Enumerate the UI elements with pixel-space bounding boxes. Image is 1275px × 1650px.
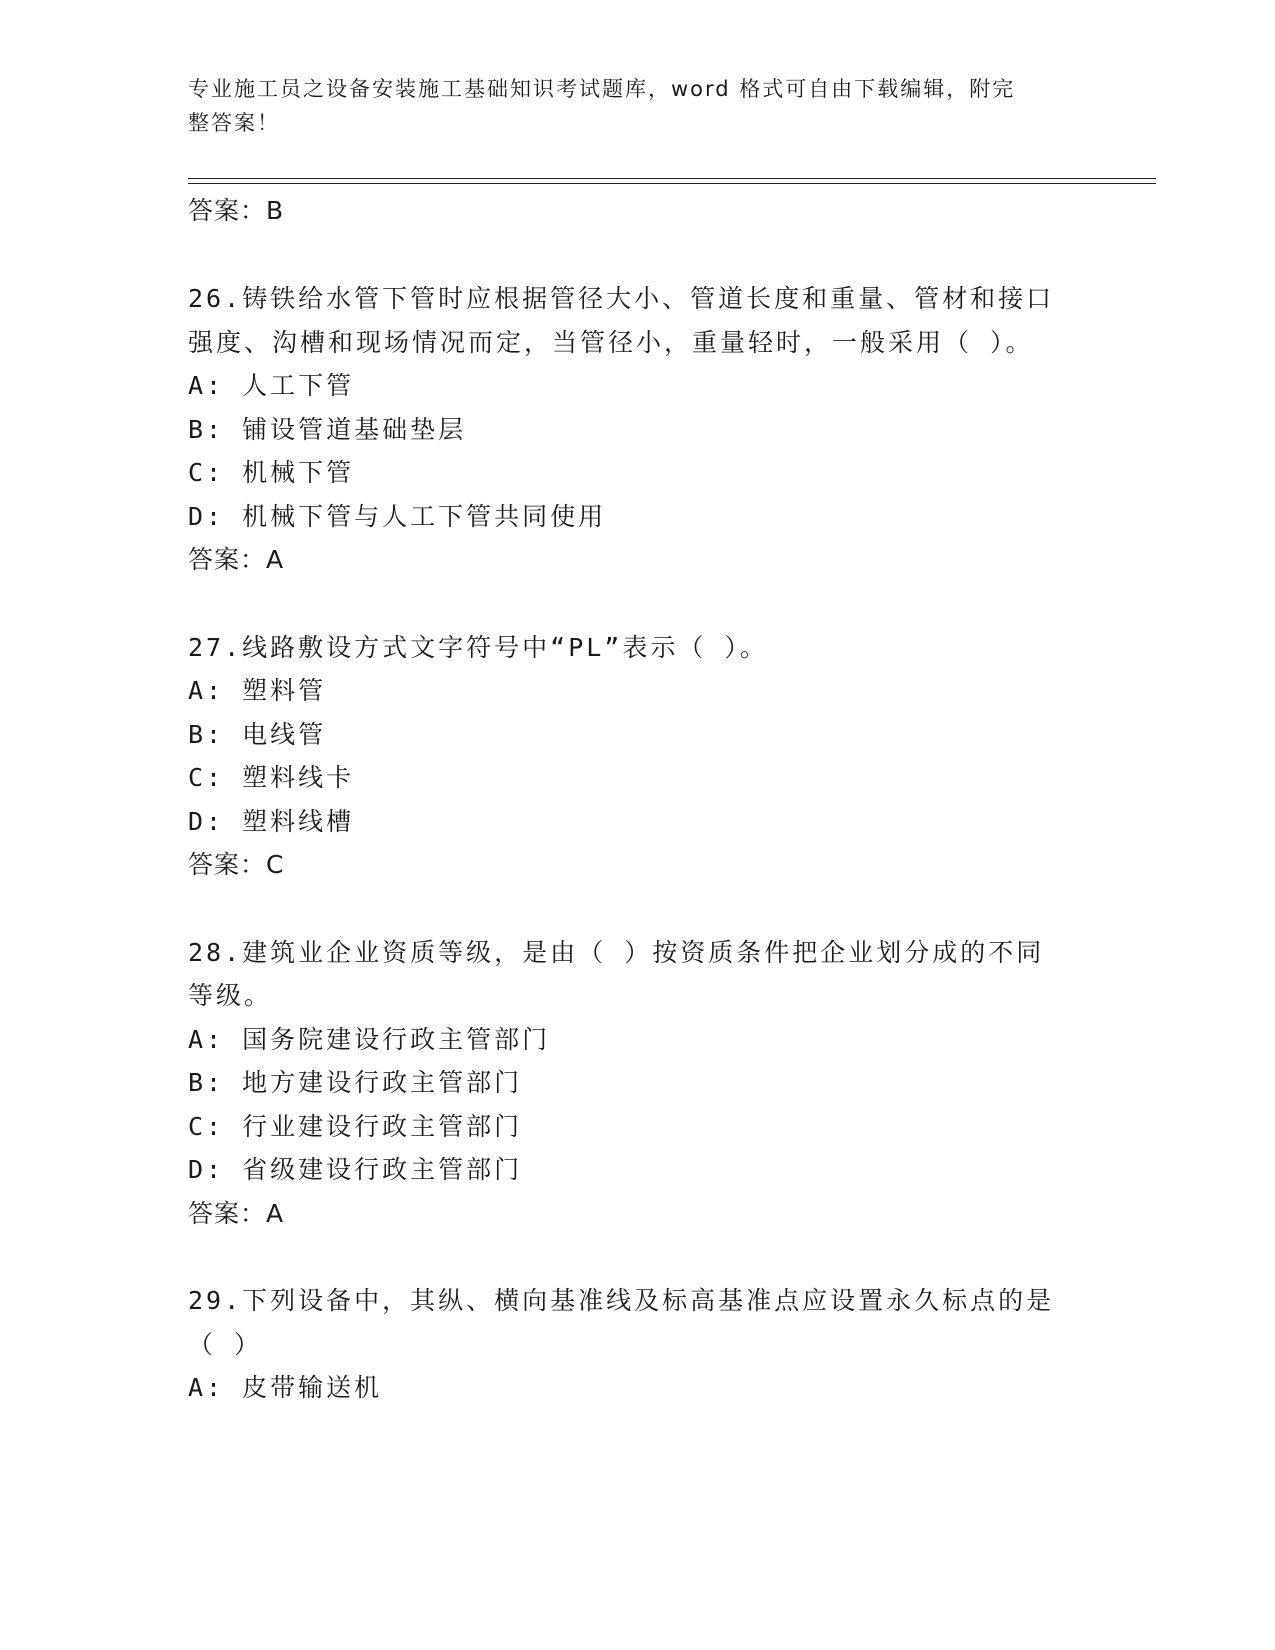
question-29-option-a: A: 皮带输送机	[188, 1373, 383, 1402]
question-27-option-a: A: 塑料管	[188, 676, 327, 705]
question-28-option-d: D: 省级建设行政主管部门	[188, 1155, 523, 1184]
question-27-option-d: D: 塑料线槽	[188, 807, 355, 836]
document-header	[188, 72, 1068, 140]
question-26-option-b: B: 铺设管道基础垫层	[188, 415, 467, 444]
header-divider-top	[188, 178, 1156, 179]
question-26-option-d: D: 机械下管与人工下管共同使用	[188, 502, 607, 531]
question-28-option-a: A: 国务院建设行政主管部门	[188, 1025, 551, 1054]
answer-q28: 答案：A	[188, 1199, 285, 1228]
question-27-text-line-1: 27.线路敷设方式文字符号中“PL”表示（ ）。	[188, 633, 768, 662]
question-28-text-line-1: 28.建筑业企业资质等级，是由（ ）按资质条件把企业划分成的不同	[188, 938, 1045, 967]
question-28-option-b: B: 地方建设行政主管部门	[188, 1068, 523, 1097]
question-27-option-b: B: 电线管	[188, 720, 327, 749]
answer-q27: 答案：C	[188, 850, 285, 879]
header-line-1: 专业施工员之设备安装施工基础知识考试题库，word 格式可自由下载编辑，附完	[188, 77, 1016, 101]
question-29-text-line-2: （ ）	[188, 1330, 263, 1359]
question-28-text-line-2: 等级。	[188, 981, 273, 1010]
question-29-text-line-1: 29.下列设备中，其纵、横向基准线及标高基准点应设置永久标点的是	[188, 1286, 1055, 1315]
answer-q26: 答案：A	[188, 545, 285, 574]
question-26-text-line-2: 强度、沟槽和现场情况而定，当管径小，重量轻时，一般采用（ ）。	[188, 328, 1034, 357]
question-26-option-c: C: 机械下管	[188, 458, 355, 487]
header-line-2: 整答案！	[188, 111, 280, 135]
question-26-text-line-1: 26.铸铁给水管下管时应根据管径大小、管道长度和重量、管材和接口	[188, 284, 1055, 313]
question-27-option-c: C: 塑料线卡	[188, 763, 355, 792]
answer-q25: 答案：B	[188, 196, 285, 225]
header-divider-bottom	[188, 183, 1156, 184]
question-26-option-a: A: 人工下管	[188, 371, 355, 400]
question-28-option-c: C: 行业建设行政主管部门	[188, 1112, 523, 1141]
